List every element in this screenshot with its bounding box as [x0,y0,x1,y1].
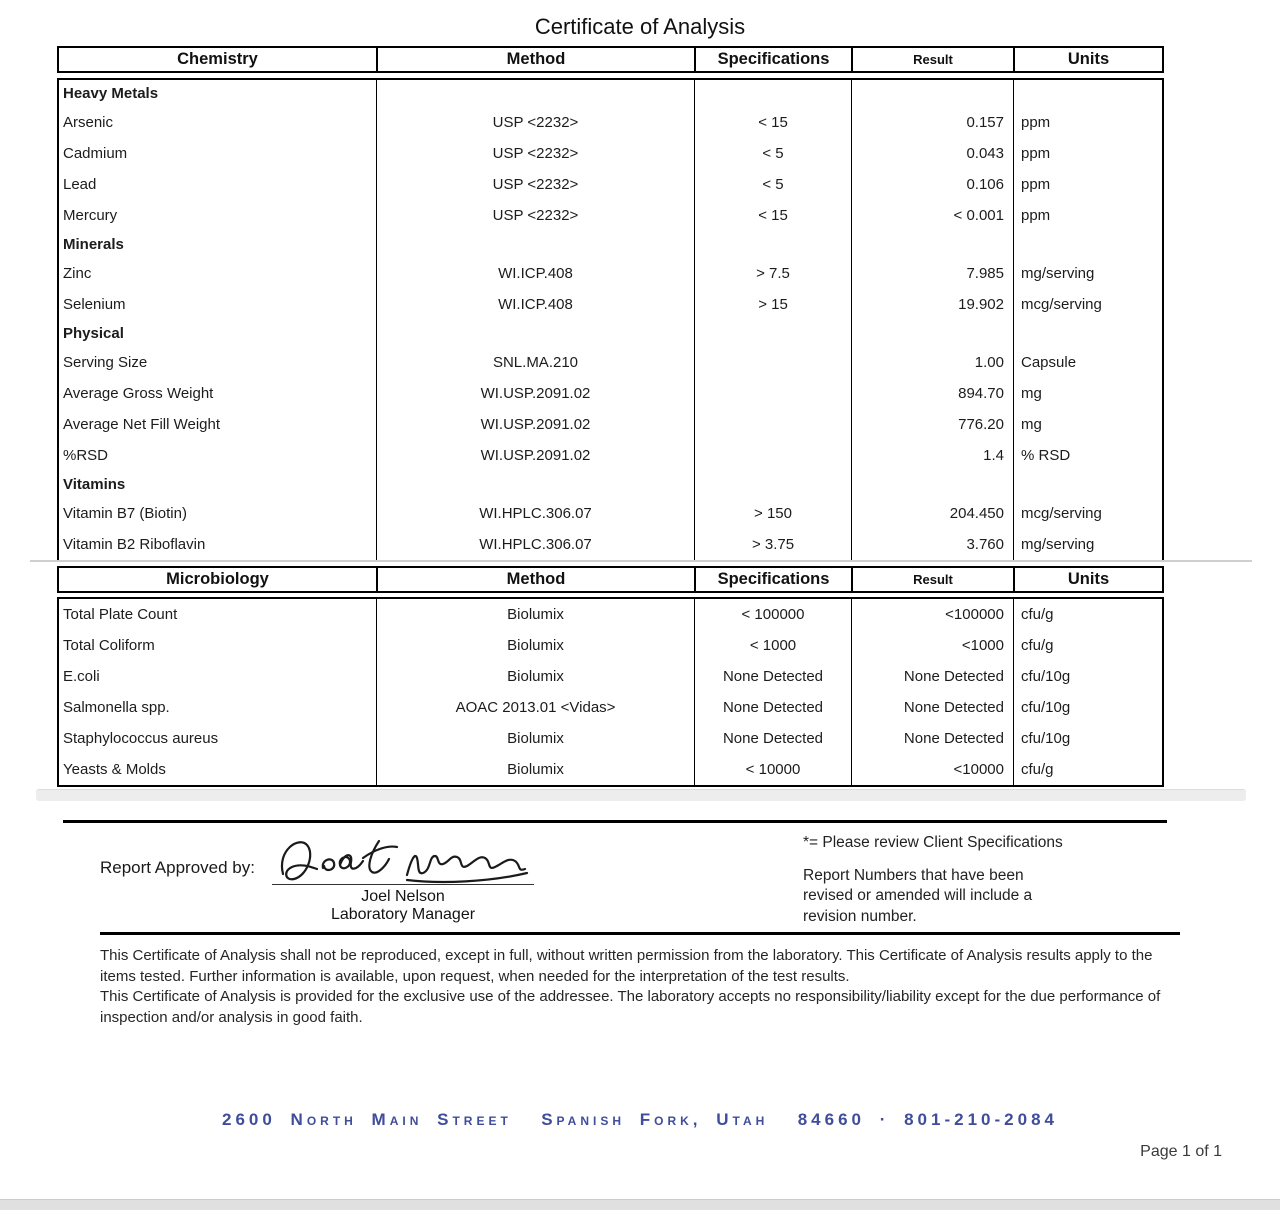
column-header-specifications: Specifications [694,48,851,71]
cell-method: USP <2232> [376,169,694,200]
cell-name: Staphylococcus aureus [63,730,219,747]
cell-method: USP <2232> [376,138,694,169]
cell-units: ppm [1013,169,1162,200]
signature-block [272,832,534,924]
cell-name: Minerals [63,236,124,253]
divider [36,789,1246,801]
table-row [59,200,1162,231]
cell-method [376,231,694,258]
cell-name: Mercury [63,207,118,224]
horizontal-rule [100,932,1180,935]
section-row [59,80,1162,107]
cell-name: %RSD [63,447,109,464]
cell-result: 1.4 [851,440,1013,471]
cell-result: <10000 [851,754,1013,785]
cell-result: 204.450 [851,498,1013,529]
handwritten-signature-icon [275,832,531,884]
cell-spec: < 1000 [694,630,851,661]
cell-units: cfu/10g [1013,723,1162,754]
table-row [59,754,1162,785]
cell-spec [694,80,851,107]
cell-spec: None Detected [694,723,851,754]
table-row [59,723,1162,754]
cell-result: None Detected [851,661,1013,692]
column-header-result: Result [851,48,1013,71]
signature-image [272,832,534,885]
table-row [59,409,1162,440]
cell-units: mg/serving [1013,529,1162,560]
cell-method: USP <2232> [376,200,694,231]
report-approved-label: Report Approved by: [100,858,255,877]
cell-units: mg [1013,378,1162,409]
disclaimer-paragraph-2: This Certificate of Analysis is provided for the exclusive use of the addressee. The laboratory accepts no responsibility/liability except for the due performance of inspection and/or analysis in good faith. [100,988,1161,1027]
cell-spec: > 7.5 [694,258,851,289]
cell-name: Yeasts & Molds [63,761,166,778]
cell-name: Average Net Fill Weight [63,416,221,433]
cell-method: Biolumix [376,599,694,630]
cell-spec [694,409,851,440]
cell-result: 894.70 [851,378,1013,409]
cell-name: Cadmium [63,145,128,162]
cell-result: 0.043 [851,138,1013,169]
cell-name: Heavy Metals [63,85,159,102]
table-row [59,630,1162,661]
cell-spec: < 5 [694,138,851,169]
cell-spec: < 15 [694,107,851,138]
cell-method [376,320,694,347]
cell-units [1013,320,1162,347]
column-header-units: Units [1013,48,1162,71]
cell-units: Capsule [1013,347,1162,378]
cell-spec [694,320,851,347]
table-row [59,440,1162,471]
cell-name: Vitamins [63,476,126,493]
microbiology-table-body [57,597,1164,787]
table-row [59,599,1162,630]
column-header-result: Result [851,568,1013,591]
cell-method: Biolumix [376,723,694,754]
cell-name: Serving Size [63,354,148,371]
cell-method: WI.ICP.408 [376,258,694,289]
cell-result: 7.985 [851,258,1013,289]
table-row [59,661,1162,692]
section-row [59,471,1162,498]
table-row [59,107,1162,138]
cell-units: cfu/10g [1013,692,1162,723]
disclaimer-paragraph-1: This Certificate of Analysis shall not be reproduced, except in full, without written permission from the laboratory. This Certificate of Analysis results apply to the items tested. Further information is available, upon request, when needed for the interpretation of the test results. [100,947,1153,985]
cell-units: ppm [1013,200,1162,231]
page-title: Certificate of Analysis [534,14,746,39]
cell-spec: < 10000 [694,754,851,785]
cell-spec: None Detected [694,692,851,723]
column-header-method: Method [376,568,694,591]
cell-units: mg [1013,409,1162,440]
cell-name: Salmonella spp. [63,699,170,716]
cell-units: ppm [1013,138,1162,169]
column-header-specifications: Specifications [694,568,851,591]
cell-method: WI.USP.2091.02 [376,378,694,409]
cell-method: SNL.MA.210 [376,347,694,378]
cell-name: Selenium [63,296,126,313]
cell-units: mcg/serving [1013,289,1162,320]
cell-result: < 0.001 [851,200,1013,231]
table-row [59,378,1162,409]
chemistry-table-header [57,46,1164,73]
cell-method: Biolumix [376,630,694,661]
approver-title: Laboratory Manager [330,906,476,923]
cell-spec [694,347,851,378]
cell-name: E.coli [63,668,100,685]
section-row [59,231,1162,258]
cell-method: Biolumix [376,754,694,785]
cell-method [376,80,694,107]
column-header-microbiology: Microbiology [166,570,269,588]
table-row [59,347,1162,378]
cell-units [1013,471,1162,498]
bottom-edge-band [0,1199,1280,1210]
cell-units: cfu/10g [1013,661,1162,692]
cell-result: 1.00 [851,347,1013,378]
cell-result: <100000 [851,599,1013,630]
cell-name: Zinc [63,265,92,282]
cell-units [1013,231,1162,258]
cell-name: Average Gross Weight [63,385,214,402]
column-header-chemistry: Chemistry [177,50,258,68]
cell-result: None Detected [851,723,1013,754]
cell-name: Arsenic [63,114,114,131]
cell-name: Vitamin B2 Riboflavin [63,536,206,553]
microbiology-table-header [57,566,1164,593]
cell-name: Vitamin B7 (Biotin) [63,505,187,522]
cell-units: cfu/g [1013,630,1162,661]
table-row [59,529,1162,560]
cell-result: 3.760 [851,529,1013,560]
horizontal-rule [63,820,1167,823]
table-row [59,258,1162,289]
cell-units: cfu/g [1013,754,1162,785]
cell-spec [694,471,851,498]
cell-units: % RSD [1013,440,1162,471]
cell-spec [694,231,851,258]
client-spec-note: *= Please review Client Specifications [803,834,1063,851]
cell-spec [694,378,851,409]
cell-units: ppm [1013,107,1162,138]
cell-spec: > 3.75 [694,529,851,560]
table-row [59,169,1162,200]
cell-spec: None Detected [694,661,851,692]
cell-method: AOAC 2013.01 <Vidas> [376,692,694,723]
disclaimer [100,946,1165,1029]
cell-result: <1000 [851,630,1013,661]
approver-name: Joel Nelson [361,888,445,905]
cell-result: 0.106 [851,169,1013,200]
cell-result: 0.157 [851,107,1013,138]
cell-spec [694,440,851,471]
cell-name: Lead [63,176,97,193]
cell-result [851,320,1013,347]
cell-name: Total Coliform [63,637,155,654]
cell-spec: > 150 [694,498,851,529]
table-row [59,138,1162,169]
cell-units: cfu/g [1013,599,1162,630]
cell-spec: < 5 [694,169,851,200]
footer-address: 2600 North Main Street Spanish Fork, Utah 84660 · 801-210-2084 [222,1110,1058,1129]
revision-note: Report Numbers that have been revised or amended will include a revision number. [803,867,1033,925]
cell-result [851,471,1013,498]
cell-spec: < 15 [694,200,851,231]
cell-method: WI.ICP.408 [376,289,694,320]
cell-method: WI.HPLC.306.07 [376,498,694,529]
cell-method [376,471,694,498]
chemistry-table-body [57,78,1164,562]
cell-result [851,80,1013,107]
cell-result: 776.20 [851,409,1013,440]
cell-method: WI.USP.2091.02 [376,440,694,471]
cell-result: None Detected [851,692,1013,723]
cell-name: Total Plate Count [63,606,178,623]
cell-spec: > 15 [694,289,851,320]
cell-result: 19.902 [851,289,1013,320]
divider [30,560,1252,562]
column-header-units: Units [1013,568,1162,591]
section-row [59,320,1162,347]
cell-units: mg/serving [1013,258,1162,289]
cell-method: WI.USP.2091.02 [376,409,694,440]
cell-method: WI.HPLC.306.07 [376,529,694,560]
cell-spec: < 100000 [694,599,851,630]
cell-units [1013,80,1162,107]
table-row [59,289,1162,320]
cell-method: USP <2232> [376,107,694,138]
cell-result [851,231,1013,258]
page-number: Page 1 of 1 [1140,1143,1222,1160]
cell-name: Physical [63,325,124,342]
cell-units: mcg/serving [1013,498,1162,529]
cell-method: Biolumix [376,661,694,692]
column-header-method: Method [376,48,694,71]
table-row [59,692,1162,723]
table-row [59,498,1162,529]
